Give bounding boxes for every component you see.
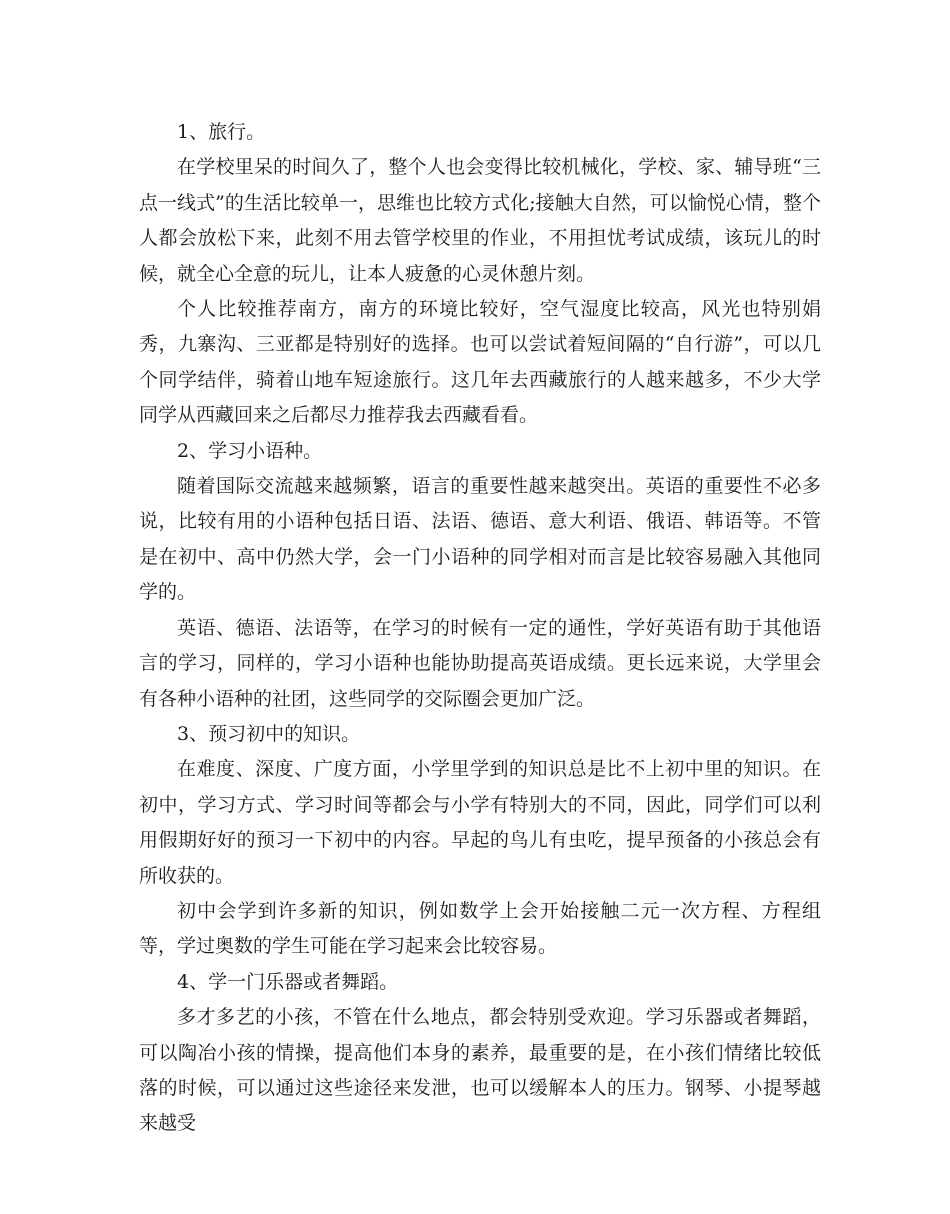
paragraph: 在难度、深度、广度方面，小学里学到的知识总是比不上初中里的知识。在初中，学习方式、学习时间等都会与小学有特别大的不同，因此，同学们可以利用假期好好的预习一下初中的内容。早起的鸟儿有虫吃，提早预备的小孩总会有所收获的。 bbox=[139, 758, 821, 887]
paragraph: 在学校里呆的时间久了，整个人也会变得比较机械化，学校、家、辅导班“三点一线式”的生活比较单一，思维也比较方式化;接触大自然，可以愉悦心情，整个人都会放松下来，此刻不用去管学校里的作业，不用担忧考试成绩，该玩儿的时候，就全心全意的玩儿，让本人疲惫的心灵休憩片刻。 bbox=[139, 156, 821, 285]
paragraph: 多才多艺的小孩，不管在什么地点，都会特别受欢迎。学习乐器或者舞蹈，可以陶冶小孩的情操，提高他们本身的素养，最重要的是，在小孩们情绪比较低落的时候，可以通过这些途径来发泄，也可以缓解本人的压力。钢琴、小提琴越来越受 bbox=[139, 1006, 821, 1135]
section-heading-travel: 1、旅行。 bbox=[177, 121, 266, 143]
paragraph: 初中会学到许多新的知识，例如数学上会开始接触二元一次方程、方程组等，学过奥数的学生可能在学习起来会比较容易。 bbox=[139, 899, 821, 958]
section-heading-preview: 3、预习初中的知识。 bbox=[177, 722, 361, 745]
paragraph: 随着国际交流越来越频繁，语言的重要性越来越突出。英语的重要性不必多说，比较有用的小语种包括日语、法语、德语、意大利语、俄语、韩语等。不管是在初中、高中仍然大学，会一门小语种的同学相对而言是比较容易融入其他同学的。 bbox=[139, 475, 821, 604]
section-heading-instrument: 4、学一门乐器或者舞蹈。 bbox=[177, 970, 399, 993]
paragraph: 个人比较推荐南方，南方的环境比较好，空气湿度比较高，风光也特别娟秀，九寨沟、三亚都是特别好的选择。也可以尝试着短间隔的“自行游”，可以几个同学结伴，骑着山地车短途旅行。这几年去西藏旅行的人越来越多，不少大学同学从西藏回来之后都尽力推荐我去西藏看看。 bbox=[139, 298, 821, 427]
document-body bbox=[139, 115, 821, 1142]
paragraph: 英语、德语、法语等，在学习的时候有一定的通性，学好英语有助于其他语言的学习，同样的，学习小语种也能协助提高英语成绩。更长远来说，大学里会有各种小语种的社团，这些同学的交际圈会更加广泛。 bbox=[139, 616, 821, 710]
section-heading-languages: 2、学习小语种。 bbox=[177, 439, 323, 462]
